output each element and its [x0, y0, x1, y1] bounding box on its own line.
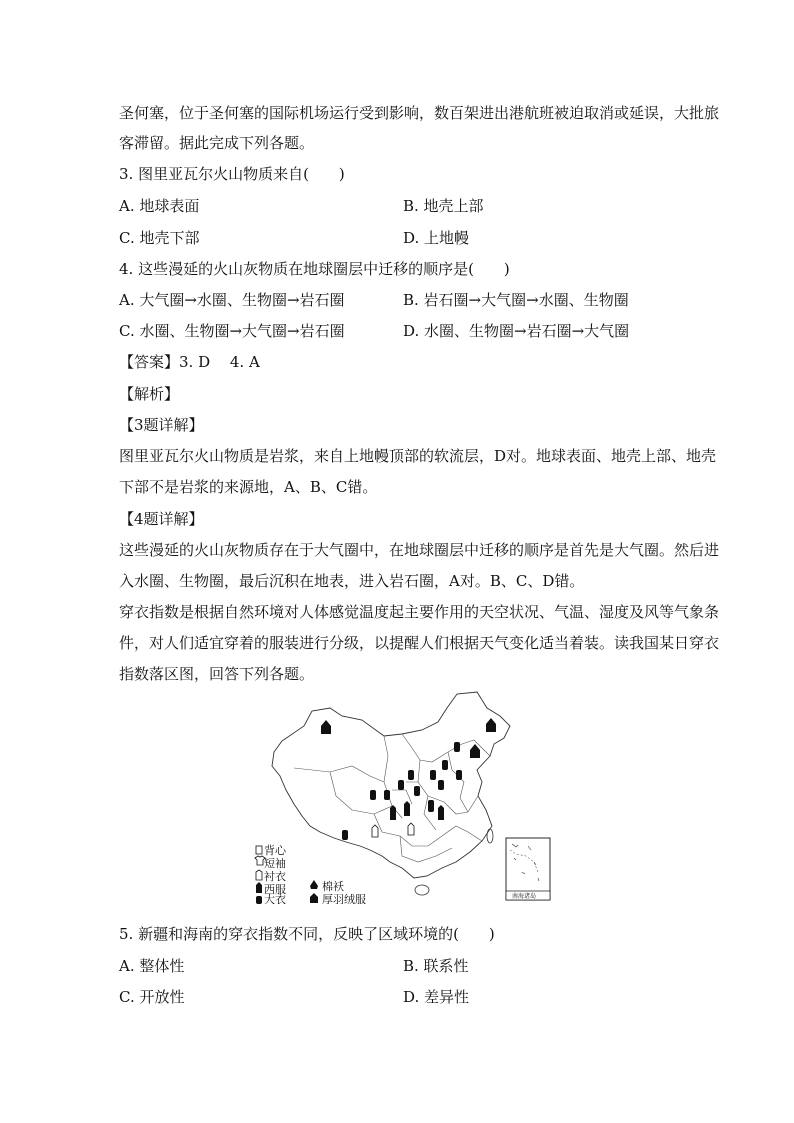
detail-3-label: 【3题详解】 — [119, 416, 204, 434]
question-5-option-c: C. 开放性 — [119, 988, 185, 1006]
question-4-option-b: B. 岩石圈→大气圈→水圈、生物圈 — [403, 291, 629, 309]
vest-icon — [256, 846, 262, 854]
question-3-option-b: B. 地壳上部 — [403, 197, 484, 215]
detail-4-line-2: 入水圈、生物圈，最后沉积在地表，进入岩石圈，A对。B、C、D错。 — [119, 572, 585, 590]
overcoat-icon — [430, 770, 436, 780]
overcoat-icon — [414, 786, 420, 796]
down-jacket-icon — [470, 744, 480, 758]
overcoat-icon — [408, 770, 414, 780]
overcoat-icon — [456, 770, 462, 780]
analysis-label: 【解析】 — [119, 385, 180, 403]
passage-line-2: 件，对人们适宜穿着的服装进行分级，以提醒人们根据天气变化适当着装。读我国某日穿衣 — [119, 634, 720, 652]
legend-overcoat: 大衣 — [264, 893, 286, 904]
question-5-option-a: A. 整体性 — [119, 957, 185, 975]
overcoat-legend-icon — [256, 896, 262, 904]
taiwan-island — [487, 829, 493, 843]
overcoat-icon — [428, 800, 434, 812]
china-map-figure — [242, 686, 554, 904]
overcoat-icon — [342, 830, 348, 840]
hainan-island — [415, 885, 429, 895]
shirt-legend-icon — [256, 870, 262, 880]
overcoat-icon — [370, 790, 376, 800]
overcoat-icon — [438, 780, 444, 790]
detail-3-line-2: 下部不是岩浆的来源地，A、B、C错。 — [119, 478, 378, 496]
passage-line-1: 穿衣指数是根据自然环境对人体感觉温度起主要作用的天空状况、气温、湿度及风等气象条 — [119, 603, 720, 621]
question-4-stem: 4. 这些漫延的火山灰物质在地球圈层中迁移的顺序是( ) — [119, 260, 510, 278]
legend-short-sleeve: 短袖 — [264, 857, 286, 870]
legend-down-jacket: 厚羽绒服 — [322, 893, 366, 904]
down-jacket-icon — [486, 718, 496, 732]
question-4-option-a: A. 大气圈→水圈、生物圈→岩石圈 — [119, 291, 345, 309]
cotton-jacket-icon — [310, 880, 318, 889]
question-4-option-c: C. 水圈、生物圈→大气圈→岩石圈 — [119, 322, 345, 340]
answer-line: 【答案】3. D 4. A — [119, 353, 260, 371]
question-3-stem: 3. 图里亚瓦尔火山物质来自( ) — [119, 165, 345, 183]
overcoat-icon — [384, 790, 390, 800]
suit-icon — [390, 805, 396, 820]
map-symbols — [321, 718, 496, 840]
map-legend — [255, 843, 366, 904]
overcoat-icon — [398, 780, 404, 790]
question-3-option-c: C. 地壳下部 — [119, 229, 200, 247]
legend-vest: 背心 — [264, 844, 286, 857]
overcoat-icon — [454, 742, 460, 752]
question-3-option-a: A. 地球表面 — [119, 197, 200, 215]
shirt-icon — [408, 823, 414, 835]
intro-line-2: 客滞留。据此完成下列各题。 — [119, 134, 315, 152]
detail-4-label: 【4题详解】 — [119, 510, 204, 528]
legend-suit: 西服 — [264, 883, 286, 896]
question-3-option-d: D. 上地幔 — [403, 229, 470, 247]
suit-icon — [404, 801, 410, 816]
inset-label: 南海诸岛 — [512, 893, 537, 900]
dressing-index-map — [242, 686, 554, 904]
passage-line-3: 指数落区图，回答下列各题。 — [119, 665, 315, 683]
detail-4-line-1: 这些漫延的火山灰物质存在于大气圈中，在地球圈层中迁移的顺序是首先是大气圈。然后进 — [119, 541, 720, 559]
intro-line-1: 圣何塞，位于圣何塞的国际机场运行受到影响，数百架进出港航班被迫取消或延误，大批旅 — [119, 104, 720, 122]
legend-cotton-jacket: 棉袄 — [322, 880, 344, 893]
suit-icon — [438, 805, 444, 820]
overcoat-icon — [442, 760, 448, 770]
suit-legend-icon — [256, 882, 262, 893]
question-5-stem: 5. 新疆和海南的穿衣指数不同，反映了区域环境的( ) — [119, 925, 495, 943]
province-borders — [294, 734, 490, 862]
question-4-option-d: D. 水圈、生物圈→岩石圈→大气圈 — [403, 322, 630, 340]
question-5-option-d: D. 差异性 — [403, 988, 470, 1006]
question-5-option-b: B. 联系性 — [403, 957, 469, 975]
china-outline — [272, 692, 510, 878]
detail-3-line-1: 图里亚瓦尔火山物质是岩浆，来自上地幔顶部的软流层，D对。地球表面、地壳上部、地壳 — [119, 447, 717, 465]
down-jacket-icon — [321, 720, 331, 734]
south-china-sea-inset — [506, 838, 550, 900]
shirt-icon — [372, 825, 378, 837]
down-jacket-legend-icon — [310, 893, 318, 903]
legend-shirt: 衬衣 — [264, 870, 286, 883]
